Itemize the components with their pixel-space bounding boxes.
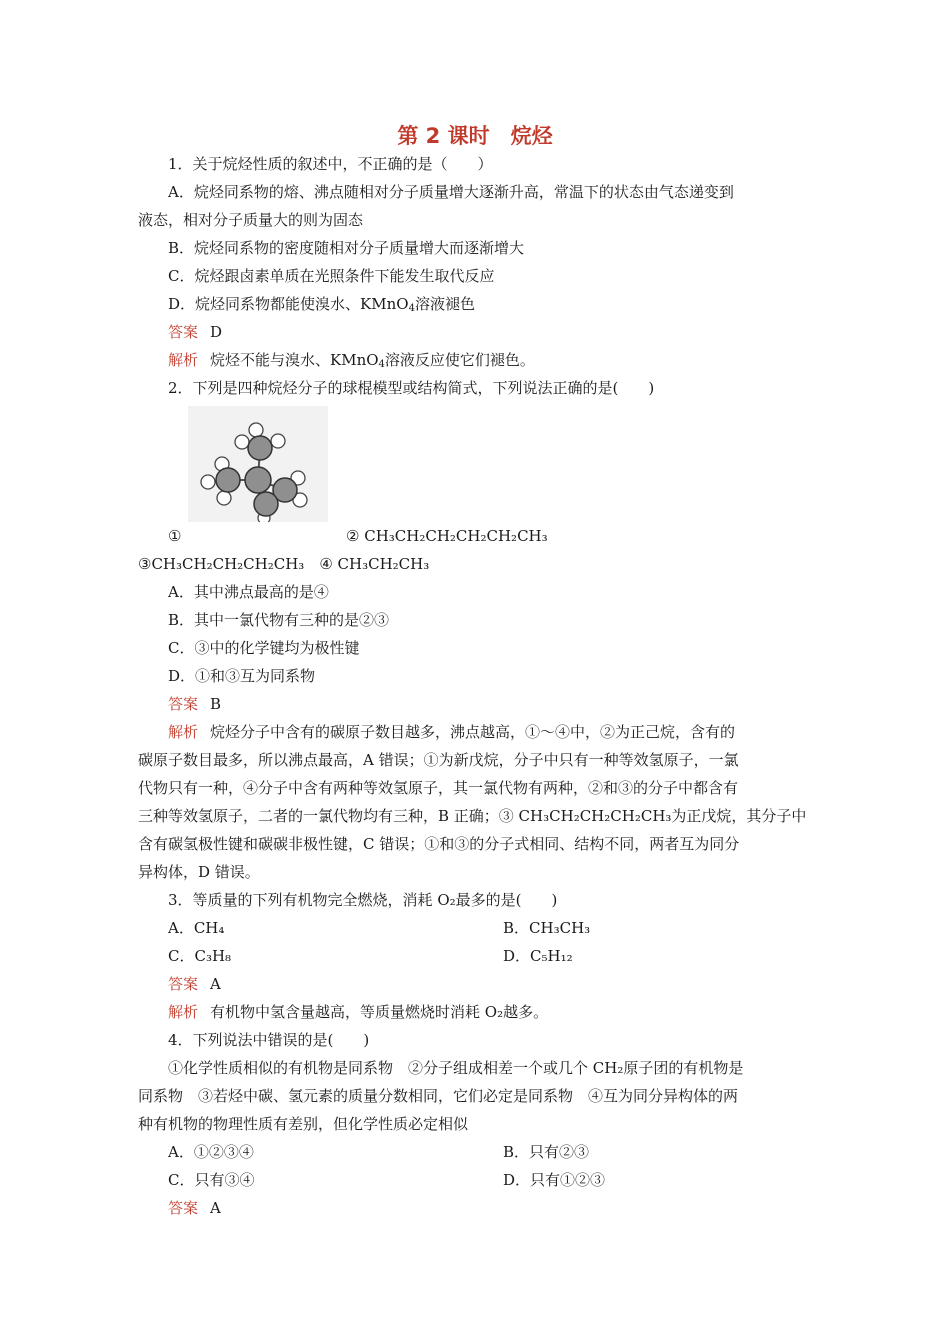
q4-option-a: A．①②③④ [168, 1143, 254, 1161]
q1-stem: 1．关于烷烃性质的叙述中，不正确的是（ ） [168, 155, 493, 173]
q2-option-b: B．其中一氯代物有三种的是②③ [168, 611, 390, 629]
q2-stem: 2．下列是四种烷烃分子的球棍模型或结构简式，下列说法正确的是( ) [168, 379, 655, 397]
q3-answer: 答案 A [168, 975, 221, 993]
q4-statements-line2: 同系物 ③若烃中碳、氢元素的质量分数相同，它们必定是同系物 ④互为同分异构体的两 [138, 1087, 739, 1105]
q4-statements-line1: ①化学性质相似的有机物是同系物 ②分子组成相差一个或几个 CH₂原子团的有机物是 [168, 1059, 744, 1077]
model-4-label: ④ CH₃CH₂CH₃ [319, 555, 430, 573]
q2-explanation-line3: 代物只有一种，④分子中含有两种等效氢原子，其一氯代物有两种，②和③的分子中都含有 [138, 779, 739, 797]
page-title: 第 2 课时 烷烃 [397, 124, 553, 148]
q3-explanation: 解析 有机物中氢含量越高，等质量燃烧时消耗 O₂越多。 [168, 1003, 549, 1021]
q3-option-d: D．C₅H₁₂ [503, 947, 573, 965]
ball-stick-model-figure [188, 406, 815, 522]
q2-option-a: A．其中沸点最高的是④ [168, 583, 329, 601]
q1-option-b: B．烷烃同系物的密度随相对分子质量增大而逐渐增大 [168, 239, 525, 257]
q4-answer: 答案 A [168, 1199, 221, 1217]
q3-stem: 3．等质量的下列有机物完全燃烧，消耗 O₂最多的是( ) [168, 891, 558, 909]
q2-model-labels [138, 522, 815, 550]
content [138, 150, 815, 1222]
q2-explanation-line4: 三种等效氢原子，二者的一氯代物均有三种，B 正确；③ CH₃CH₂CH₂CH₂CH₃为正戊烷，其分子中 [138, 807, 807, 825]
q2-explanation-line5: 含有碳氢极性键和碳碳非极性键，C 错误；①和③的分子式相同、结构不同，两者互为同分 [138, 835, 740, 853]
q3-options-row2 [138, 942, 815, 970]
model-1-label: ① [168, 527, 182, 545]
q1-answer: 答案 D [168, 323, 223, 341]
q2-option-c: C．③中的化学键均为极性键 [168, 639, 360, 657]
q2-answer: 答案 B [168, 695, 222, 713]
q4-option-b: B．只有②③ [503, 1143, 590, 1161]
q4-options-row1 [138, 1138, 815, 1166]
q1-option-d: D．烷烃同系物都能使溴水、KMnO$_4$溶液褪色 [168, 295, 475, 314]
model-2-label: ② CH₃CH₂CH₂CH₂CH₂CH₃ [346, 527, 548, 545]
q2-models-3-4 [138, 550, 815, 578]
q3-option-b: B．CH₃CH₃ [503, 919, 591, 937]
q4-options-row2 [138, 1166, 815, 1194]
q4-statements-line3: 种有机物的物理性质有差别，但化学性质必定相似 [138, 1115, 469, 1133]
q4-stem: 4．下列说法中错误的是( ) [168, 1031, 370, 1049]
q3-option-c: C．C₃H₈ [168, 947, 232, 965]
model-3-label: ③CH₃CH₂CH₂CH₂CH₃ [138, 555, 305, 573]
q1-option-a-line1: A．烷烃同系物的熔、沸点随相对分子质量增大逐渐升高，常温下的状态由气态递变到 [168, 183, 734, 201]
q1-option-a-line2: 液态，相对分子质量大的则为固态 [138, 211, 364, 229]
q2-explanation-line1: 解析 烷烃分子中含有的碳原子数目越多，沸点越高，①～④中，②为正己烷，含有的 [168, 723, 736, 741]
q4-option-c: C．只有③④ [168, 1171, 255, 1189]
q4-option-d: D．只有①②③ [503, 1171, 606, 1189]
q2-option-d: D．①和③互为同系物 [168, 667, 316, 685]
q3-options-row1 [138, 914, 815, 942]
neopentane-model [188, 406, 328, 522]
q2-explanation-line2: 碳原子数目最多，所以沸点最高，A 错误；①为新戊烷，分子中只有一种等效氢原子，一氯 [138, 751, 739, 769]
q2-explanation-line6: 异构体，D 错误。 [138, 863, 260, 881]
q1-option-c: C．烷烃跟卤素单质在光照条件下能发生取代反应 [168, 267, 495, 285]
q1-explanation: 解析 烷烃不能与溴水、KMnO$_4$溶液反应使它们褪色。 [168, 351, 535, 370]
q3-option-a: A．CH₄ [168, 919, 225, 937]
